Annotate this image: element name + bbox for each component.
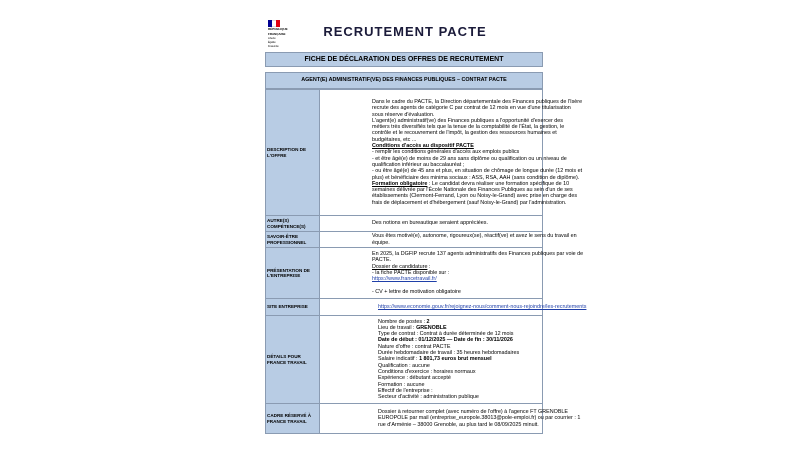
- logo-line-2: FRANÇAISE: [268, 31, 286, 36]
- description-label: DESCRIPTION DE L'OFFRE: [266, 90, 320, 216]
- cadre-label: CADRE RÉSERVÉ À FRANCE TRAVAIL: [266, 404, 320, 434]
- row-presentation: [266, 248, 543, 299]
- details-label: DÉTAILS POUR FRANCE TRAVAIL: [266, 316, 320, 404]
- francetravail-link[interactable]: https://www.francetravail.fr/: [372, 276, 437, 283]
- offer-table: [265, 89, 587, 434]
- site-label: SITE ENTREPRISE: [266, 299, 320, 316]
- presentation-label: PRÉSENTATION DE L'ENTREPRISE: [266, 248, 320, 299]
- job-title-band: AGENT(E) ADMINISTRATIF(VE) DES FINANCES PUBLIQUES – CONTRAT PACTE: [265, 72, 543, 89]
- conditions-heading: Conditions d'accès au dispositif PACTE: [372, 143, 474, 150]
- logo-motto-3: Fraternité: [268, 45, 279, 48]
- description-value: Dans le cadre du PACTE, la Direction départementale des Finances publiques de l'Isère recrute des agents de catégorie C par contrat de 12 mois en vue d'une titularisation sous réserve d'évaluation. L'agent(e) administratif(ve) des Finances publiques a l'opportunité d'exercer des métiers très diversifiés tels que la tenue de la comptabilité de l'État, la gestion, le contrôle et le recouvrement de l'impôt, la gestion des ressources humaines et budgétaires, etc ... Conditions d'accès au dispositif PACTE - remplir les conditions générales d'accès aux emplois publics - et être âgé(e) de moins de 29 ans sans diplôme ou qualification ou un niveau de qualification inférieur au baccalauréat ; - ou être âgé(e) de 45 ans et plus, en situation de chômage de longue durée (12 mois et plus) et bénéficiaire des minima sociaux : ASS, RSA, AAH (sans condition de diplôme). Formation obligatoire : Le candidat devra réaliser une formation spécifique de 10 semaines délivrée par l'École Nationale des Finances Publiques au sein d'un de ses établissements (Clermont-Ferrand, Lyon ou Noisy-le-Grand) avec prise en charge des frais de déplacement et d'hébergement (sauf Noisy-le-Grand) par l'administration.: [320, 90, 543, 216]
- row-description: [266, 90, 543, 216]
- page-title: RECRUTEMENT PACTE: [323, 24, 487, 39]
- savoir-etre-value: Vous êtes motivé(e), autonome, rigoureux(se), réactif(ve) et avez le sens du travail en équipe.: [320, 232, 543, 248]
- logo-motto-1: Liberté: [268, 37, 276, 40]
- competences-value: Des notions en bureautique seraient appréciées.: [320, 216, 543, 232]
- details-value: Nombre de postes : 2 Lieu de travail : GRENOBLE Type de contrat : Contrat à durée déterminée de 12 mois Date de début : 01/12/2025 — Date de fin : 30/11/2026 Nature d'offre : contrat PACTE Durée hebdomadaire de travail : 35 heures hebdomadaires Salaire indicatif : 1 801,73 euros brut mensuel Qualification : aucune Conditions d'exercice : horaires normaux Expérience : débutant accepté Formation : aucune Effectif de l'entreprise : Secteur d'activité : administration publique: [320, 316, 543, 404]
- row-details: [266, 316, 543, 404]
- company-site-link[interactable]: https://www.economie.gouv.fr/rejoignez-nous/comment-nous-rejoindre/les-recrutements: [378, 303, 587, 310]
- row-cadre: [266, 404, 543, 434]
- logo-motto-2: Égalité: [268, 41, 276, 44]
- presentation-value: En 2025, la DGFIP recrute 137 agents administratifs des Finances publiques par voie de PACTE. Dossier de candidature : - la fiche PACTE disponible sur : https://www.francetravail.fr/ - CV + lettre de motivation obligatoire: [320, 248, 543, 299]
- logo-line-1: RÉPUBLIQUE: [268, 27, 288, 31]
- form-header-band: FICHE DE DÉCLARATION DES OFFRES DE RECRUTEMENT: [265, 52, 543, 67]
- row-savoir-etre: [266, 232, 543, 248]
- competences-label: AUTRE(S) COMPÉTENCE(S): [266, 216, 320, 232]
- dossier-heading: Dossier de candidature: [372, 263, 428, 270]
- cadre-value: Dossier à retourner complet (avec numéro de l'offre) à l'agence FT GRENOBLE EUROPOLE par mail (entreprise_europole.38013@pole-emploi.fr) ou par courrier : 1 rue d'Arménie – 38000 Grenoble, au plus tard le 08/09/2025 minuit.: [320, 404, 543, 434]
- row-competences: [266, 216, 543, 232]
- row-site: [266, 299, 543, 316]
- formation-heading: Formation obligatoire: [372, 180, 428, 187]
- site-value: [320, 299, 587, 316]
- savoir-etre-label: SAVOIR-ÊTRE PROFESSIONNEL: [266, 232, 320, 248]
